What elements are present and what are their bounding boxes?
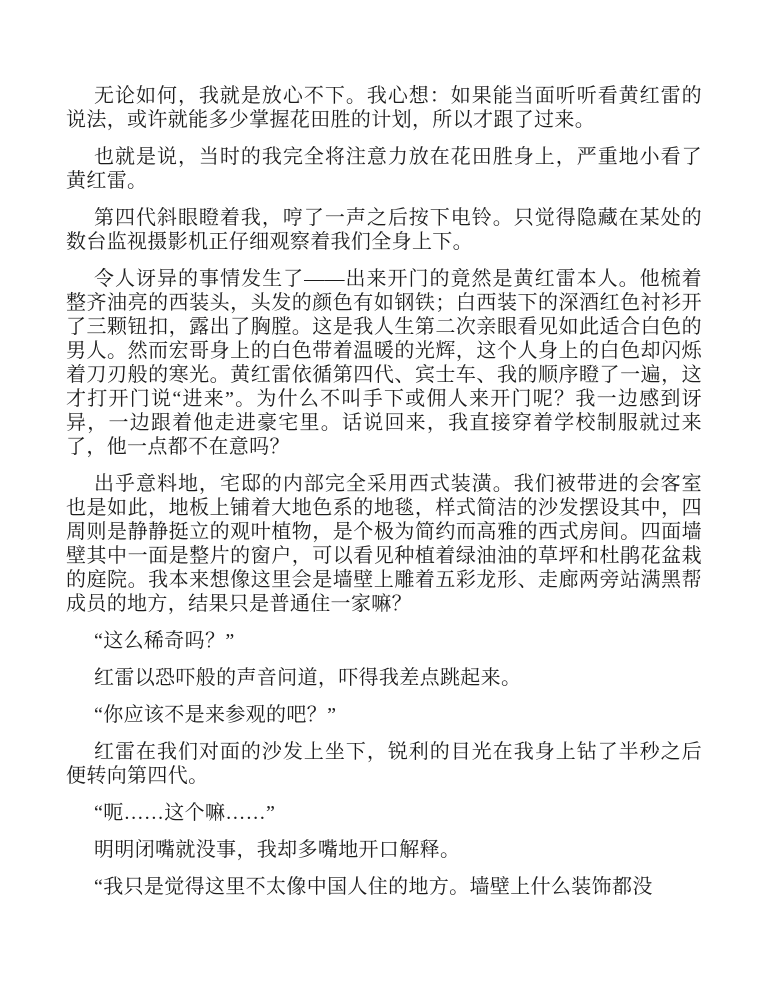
paragraph: “呃……这个嘛……” — [94, 802, 276, 824]
paragraph: 无论如何，我就是放心不下。我心想：如果能当面听听看黄红雷的说法，或许就能多少掌握花田胜的计划，所以才跟了过来。 — [66, 85, 702, 131]
paragraph: 出乎意料地，宅邸的内部完全采用西式装潢。我们被带进的会客室也是如此，地板上铺着大地色系的地毯，样式简洁的沙发摆设其中，四周则是静静挺立的观叶植物，是个极为简约而高雅的西式房间。四面墙壁其中一面是整片的窗户，可以看见种植着绿油油的草坪和杜鹃花盆栽的庭院。我本来想像这里会是墙壁上雕着五彩龙形、走廊两旁站满黑帮成员的地方，结果只是普通住一家嘛？ — [66, 473, 702, 615]
paragraph: 红雷在我们对面的沙发上坐下，锐利的目光在我身上钻了半秒之后便转向第四代。 — [66, 741, 702, 787]
paragraph: 第四代斜眼瞪着我，哼了一声之后按下电铃。只觉得隐藏在某处的数台监视摄影机正仔细观察着我们全身上下。 — [66, 207, 702, 253]
text-content — [66, 84, 702, 899]
paragraph: “我只是觉得这里不太像中国人住的地方。墙壁上什么装饰都没 — [94, 876, 653, 898]
paragraph: “这么稀奇吗？” — [94, 630, 235, 652]
paragraph: “你应该不是来参观的吧？” — [94, 704, 337, 726]
paragraph: 也就是说，当时的我完全将注意力放在花田胜身上，严重地小看了黄红雷。 — [66, 146, 702, 192]
paragraph: 令人讶异的事情发生了——出来开门的竟然是黄红雷本人。他梳着整齐油亮的西装头，头发的颜色有如钢铁；白西装下的深酒红色衬衫开了三颗钮扣，露出了胸膛。这是我人生第二次亲眼看见如此适合白色的男人。然而宏哥身上的白色带着温暖的光辉，这个人身上的白色却闪烁着刀刃般的寒光。黄红雷依循第四代、宾士车、我的顺序瞪了一遍，这才打开门说“进来”。为什么不叫手下或佣人来开门呢？我一边感到讶异，一边跟着他走进豪宅里。话说回来，我直接穿着学校制服就过来了，他一点都不在意吗？ — [66, 268, 702, 458]
paragraph: 明明闭嘴就没事，我却多嘴地开口解释。 — [94, 839, 461, 861]
paragraph: 红雷以恐吓般的声音问道，吓得我差点跳起来。 — [94, 667, 522, 689]
